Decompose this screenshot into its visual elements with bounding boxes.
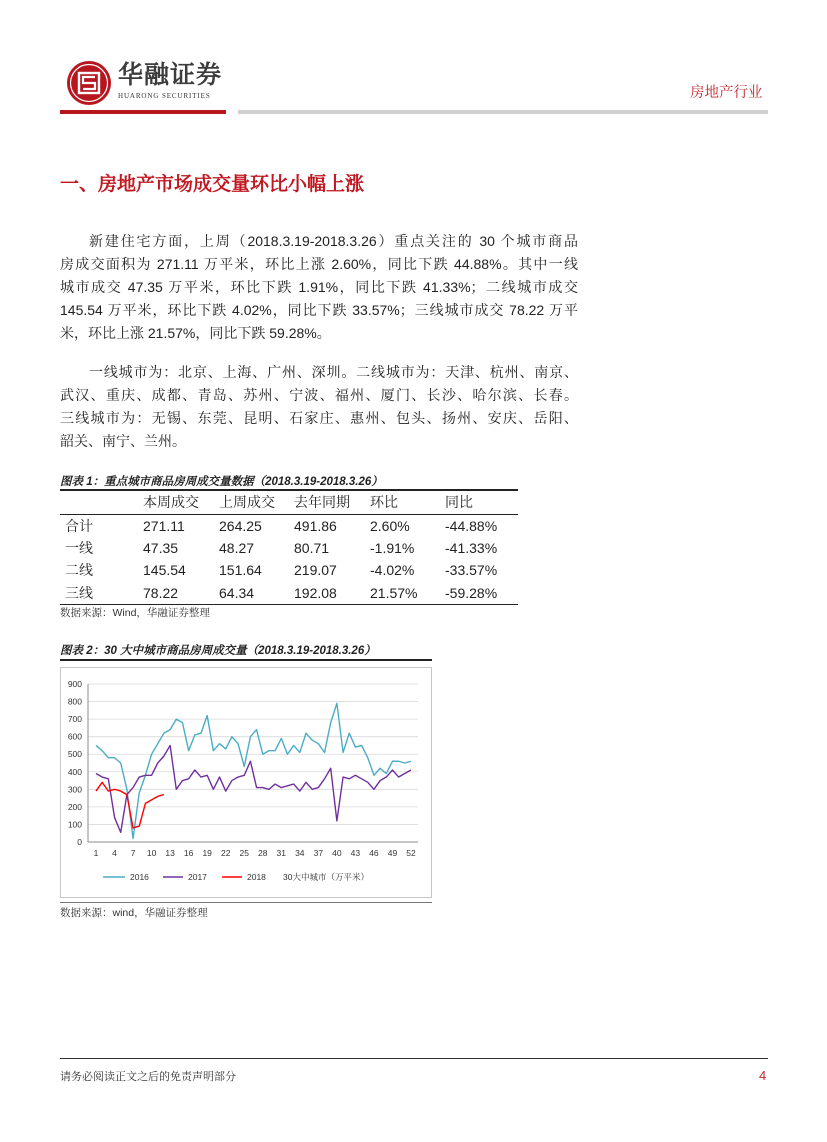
- paragraph-line: 一线城市为：北京、上海、广州、深圳。二线城市为：天津、杭州、南京、: [89, 364, 578, 380]
- x-tick-label: 46: [369, 848, 379, 858]
- figure-bottom-rule: [60, 902, 432, 903]
- paragraph-line: 新建住宅方面，上周（2018.3.19-2018.3.26）重点关注的 30 个城市商品: [89, 233, 578, 249]
- x-tick-label: 25: [239, 848, 249, 858]
- table-cell: -33.57%: [445, 562, 498, 579]
- table-cell: 合计: [65, 517, 93, 534]
- table-cell: 145.54: [143, 562, 186, 579]
- table-cell: 491.86: [294, 517, 337, 534]
- x-tick-label: 28: [258, 848, 268, 858]
- y-tick-label: 800: [67, 696, 82, 707]
- y-tick-label: 600: [67, 731, 82, 742]
- paragraph-line: 三线城市为：无锡、东莞、昆明、石家庄、惠州、包头、扬州、安庆、岳阳、: [60, 410, 578, 426]
- industry-label: 房地产行业: [690, 85, 763, 101]
- table-caption: 图表 1：重点城市商品房周成交量数据（2018.3.19-2018.3.26）: [60, 476, 383, 488]
- legend-note: 30大中城市（万平米）: [283, 872, 369, 882]
- table-cell: 一线: [65, 539, 93, 556]
- company-logo: [66, 60, 112, 106]
- figure-caption-rule: [60, 659, 432, 661]
- table-cell: -41.33%: [445, 539, 498, 556]
- x-tick-label: 40: [332, 848, 342, 858]
- table-header-cell: [60, 490, 138, 514]
- table-cell: 264.25: [219, 517, 262, 534]
- table-cell: 271.11: [143, 517, 185, 534]
- y-tick-label: 500: [67, 749, 82, 760]
- x-tick-label: 31: [276, 848, 287, 858]
- table-cell: -1.91%: [370, 539, 415, 556]
- paragraph-line: 米，环比上涨 21.57%，同比下跌 59.28%。: [60, 325, 331, 341]
- x-tick-label: 37: [313, 848, 324, 858]
- table-cell: 21.57%: [370, 584, 418, 601]
- x-tick-label: 16: [183, 848, 194, 858]
- series-line-2017: [96, 745, 411, 832]
- x-tick-label: 34: [295, 848, 305, 858]
- paragraph-city-tiers: [60, 361, 578, 453]
- table-source-note: 数据来源：Wind，华融证券整理: [60, 607, 210, 619]
- table-row: [60, 559, 518, 582]
- table-cell: 192.08: [294, 584, 337, 601]
- header-divider-red: [60, 110, 226, 114]
- table-cell: 64.34: [219, 584, 255, 601]
- table-cell: -44.88%: [445, 517, 498, 534]
- table-cell: 2.60%: [370, 517, 410, 534]
- table-cell: 48.27: [219, 539, 255, 556]
- x-tick-label: 4: [112, 848, 117, 858]
- x-tick-label: 43: [350, 848, 361, 858]
- y-tick-label: 200: [67, 801, 82, 812]
- brand-name-cn: 华融证券: [118, 62, 223, 89]
- y-tick-label: 900: [67, 679, 82, 689]
- x-tick-label: 19: [202, 848, 212, 858]
- x-tick-label: 10: [146, 848, 157, 858]
- table-cell: 78.22: [143, 584, 179, 601]
- page-number: 4: [759, 1068, 767, 1083]
- paragraph-line: 房成交面积为 271.11 万平米，环比上涨 2.60%，同比下跌 44.88%。其中一线: [60, 256, 578, 272]
- paragraph-transaction-summary: [60, 230, 578, 345]
- figure-source-note: 数据来源：wind，华融证券整理: [60, 907, 208, 919]
- legend-label-2017: 2017: [188, 872, 207, 882]
- figure-caption: 图表 2：30 大中城市商品房周成交量（2018.3.19-2018.3.26）: [60, 645, 376, 657]
- x-tick-label: 22: [220, 848, 231, 858]
- series-line-2016: [96, 703, 411, 838]
- x-tick-label: 52: [406, 848, 416, 858]
- y-tick-label: 0: [77, 837, 82, 847]
- legend-label-2018: 2018: [247, 872, 266, 882]
- paragraph-line: 城市成交 47.35 万平米，环比下跌 1.91%，同比下跌 41.33%；二线城市成交: [60, 279, 578, 295]
- paragraph-line: 韶关、南宁、兰州。: [60, 433, 186, 449]
- x-tick-label: 13: [165, 848, 175, 858]
- footer-rule: [60, 1058, 768, 1059]
- y-tick-label: 100: [67, 819, 82, 830]
- table-header-row: [60, 490, 518, 514]
- table-cell: -4.02%: [370, 562, 415, 579]
- x-tick-label: 1: [93, 848, 99, 858]
- paragraph-line: 武汉、重庆、成都、青岛、苏州、宁波、福州、厦门、长沙、哈尔滨、长春。: [60, 387, 578, 403]
- table-header-cell: 同比: [440, 490, 518, 514]
- table-cell: 80.71: [294, 539, 330, 556]
- table-cell: -59.28%: [445, 584, 498, 601]
- table-cell: 三线: [65, 584, 93, 601]
- table-row: [60, 514, 518, 537]
- brand-name-en: HUARONG SECURITIES: [118, 92, 211, 100]
- footer-disclaimer: 请务必阅读正文之后的免责声明部分: [60, 1071, 236, 1083]
- table-header-cell: 上周成交: [214, 490, 289, 514]
- table-header-cell: 去年同期: [289, 490, 365, 514]
- y-tick-label: 400: [67, 766, 82, 777]
- legend-label-2016: 2016: [130, 872, 149, 882]
- table-cell: 151.64: [219, 562, 262, 579]
- table-header-cell: 环比: [365, 490, 440, 514]
- table-row: [60, 537, 518, 560]
- y-tick-label: 700: [67, 714, 82, 725]
- table-cell: 二线: [65, 562, 93, 579]
- table-row: [60, 582, 518, 605]
- line-chart-container: [60, 667, 432, 898]
- table-header-cell: 本周成交: [138, 490, 214, 514]
- section-title: 一、房地产市场成交量环比小幅上涨: [60, 174, 365, 195]
- x-tick-label: 7: [130, 848, 136, 858]
- table-cell: 219.07: [294, 562, 337, 579]
- header-divider-grey: [238, 110, 768, 114]
- line-chart: [61, 668, 431, 897]
- table-cell: 47.35: [143, 539, 179, 556]
- x-tick-label: 49: [387, 848, 398, 858]
- weekly-transaction-table: [60, 489, 518, 605]
- paragraph-line: 145.54 万平米，环比下跌 4.02%，同比下跌 33.57%；三线城市成交 78.22 万平: [60, 302, 578, 318]
- y-tick-label: 300: [67, 784, 82, 795]
